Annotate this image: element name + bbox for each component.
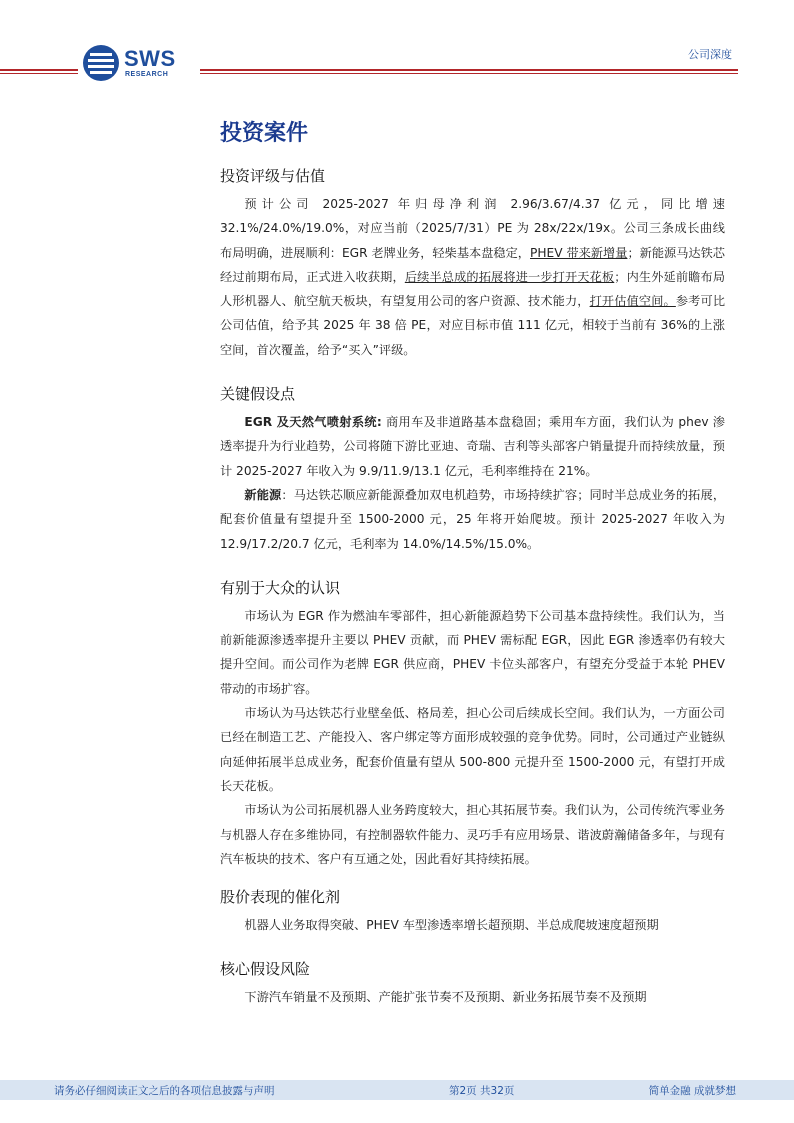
differ-paragraph-3: 市场认为公司拓展机器人业务跨度较大，担心其拓展节奏。我们认为，公司传统汽零业务与机器人存在多维协同，有控制器软件能力、灵巧手有应用场景、谐波蔚瀚储备多年，与现有汽车板块的技术、客户有互通之处，因此看好其持续拓展。	[220, 803, 725, 866]
section-title-differ: 有别于大众的认识	[220, 578, 341, 597]
page-title: 投资案件	[220, 121, 309, 146]
rating-underline-2: 后续半总成的拓展将进一步打开天花板	[404, 269, 615, 284]
footer-page-number: 第2页 共32页	[449, 1085, 515, 1097]
main-content	[220, 118, 725, 1010]
differ-paragraph-2: 市场认为马达铁芯行业壁垒低、格局差，担心公司后续成长空间。我们认为，一方面公司已经在制造工艺、产能投入、客户绑定等方面形成较强的竞争优势。同时，公司通过产业链纵向延伸拓展半总成业务，配套价值量有望从 500-800 元提升至 1500-2000 元，有望打开成长天花板。	[220, 706, 725, 793]
sws-logo-icon	[82, 44, 120, 82]
header-rule-right	[200, 69, 738, 71]
assumption-ev-label: 新能源	[244, 487, 282, 502]
catalyst-paragraph: 机器人业务取得突破、PHEV 车型渗透率增长超预期、半总成爬坡速度超预期	[244, 918, 659, 933]
brand-name: SWS	[124, 46, 176, 71]
header-rule-right-thin	[200, 73, 738, 74]
rating-underline-1: PHEV 带来新增量	[530, 245, 628, 260]
differ-paragraph-1: 市场认为 EGR 作为燃油车零部件，担心新能源趋势下公司基本盘持续性。我们认为，当前新能源渗透率提升主要以 PHEV 贡献，而 PHEV 需标配 EGR，因此 EGR 渗透率仍有较大提升空间。而公司作为老牌 EGR 供应商，PHEV 卡位头部客户，有望充分受益于本轮 PHEV 带动的市场扩容。	[220, 608, 725, 696]
rating-paragraph	[220, 192, 725, 362]
rating-text-a: 预计公司 2025-2027 年归母净利润 2.96/3.67/4.37 亿元，同比增速32.1%/24.0%/19.0%，对应当前（2025/7/31）PE 为 28x/22x/19x。公司三条成长曲线布局明确，进展顺利：EGR 老牌业务，轻柴基本盘稳定，	[220, 197, 725, 260]
section-title-risk: 核心假设风险	[220, 960, 311, 979]
footer-slogan: 简单金融 成就梦想	[648, 1085, 736, 1097]
risk-paragraph: 下游汽车销量不及预期、产能扩张节奏不及预期、新业务拓展节奏不及预期	[244, 990, 647, 1005]
brand-subtitle: RESEARCH	[125, 71, 169, 78]
sws-logo	[82, 44, 192, 84]
header-rule-left	[0, 69, 78, 71]
rating-text-d: 参考可比公司估值，给予其 2025 年 38 倍 PE，对应目标市值 111 亿元，相较于当前有 36%的上涨空间，首次覆盖，给予“买入”评级。	[220, 294, 726, 357]
section-title-catalyst: 股价表现的催化剂	[220, 888, 341, 907]
section-title-rating: 投资评级与估值	[220, 167, 326, 185]
assumption-ev-paragraph	[220, 483, 725, 556]
rating-underline-3: 打开估值空间。	[589, 294, 676, 309]
rating-text-c: ；内生外延前瞻布局人形机器人、航空航天板块，有望复用公司的客户资源、技术能力，	[220, 269, 726, 309]
assumption-egr-text: 商用车及非道路基本盘稳固；乘用车方面，我们认为 phev 渗透率提升为行业趋势，公司将随下游比亚迪、奇瑞、吉利等头部客户销量提升而持续放量，预计 2025-2027 年收入为 9.9/11.9/13.1 亿元，毛利率维持在 21%。	[220, 415, 725, 478]
page-header	[0, 0, 794, 95]
document-type: 公司深度	[688, 48, 732, 61]
rating-text-b: ；新能源马达铁芯经过前期布局，正式进入收获期，	[220, 245, 725, 284]
section-title-assumptions: 关键假设点	[220, 385, 296, 404]
assumption-egr-label: EGR 及天然气喷射系统:	[244, 415, 382, 430]
page-footer	[0, 1080, 794, 1100]
header-rule-left-thin	[0, 73, 78, 74]
assumption-ev-text: ：马达铁芯顺应新能源叠加双电机趋势，市场持续扩容；同时半总成业务的拓展，配套价值量有望提升至 1500-2000 元，25 年将开始爬坡。预计 2025-2027 年收入为 12.9/17.2/20.7 亿元，毛利率为 14.0%/14.5%/15.0%。	[220, 487, 726, 551]
footer-disclaimer: 请务必仔细阅读正文之后的各项信息披露与声明	[54, 1085, 275, 1097]
assumption-egr-paragraph	[220, 410, 725, 483]
